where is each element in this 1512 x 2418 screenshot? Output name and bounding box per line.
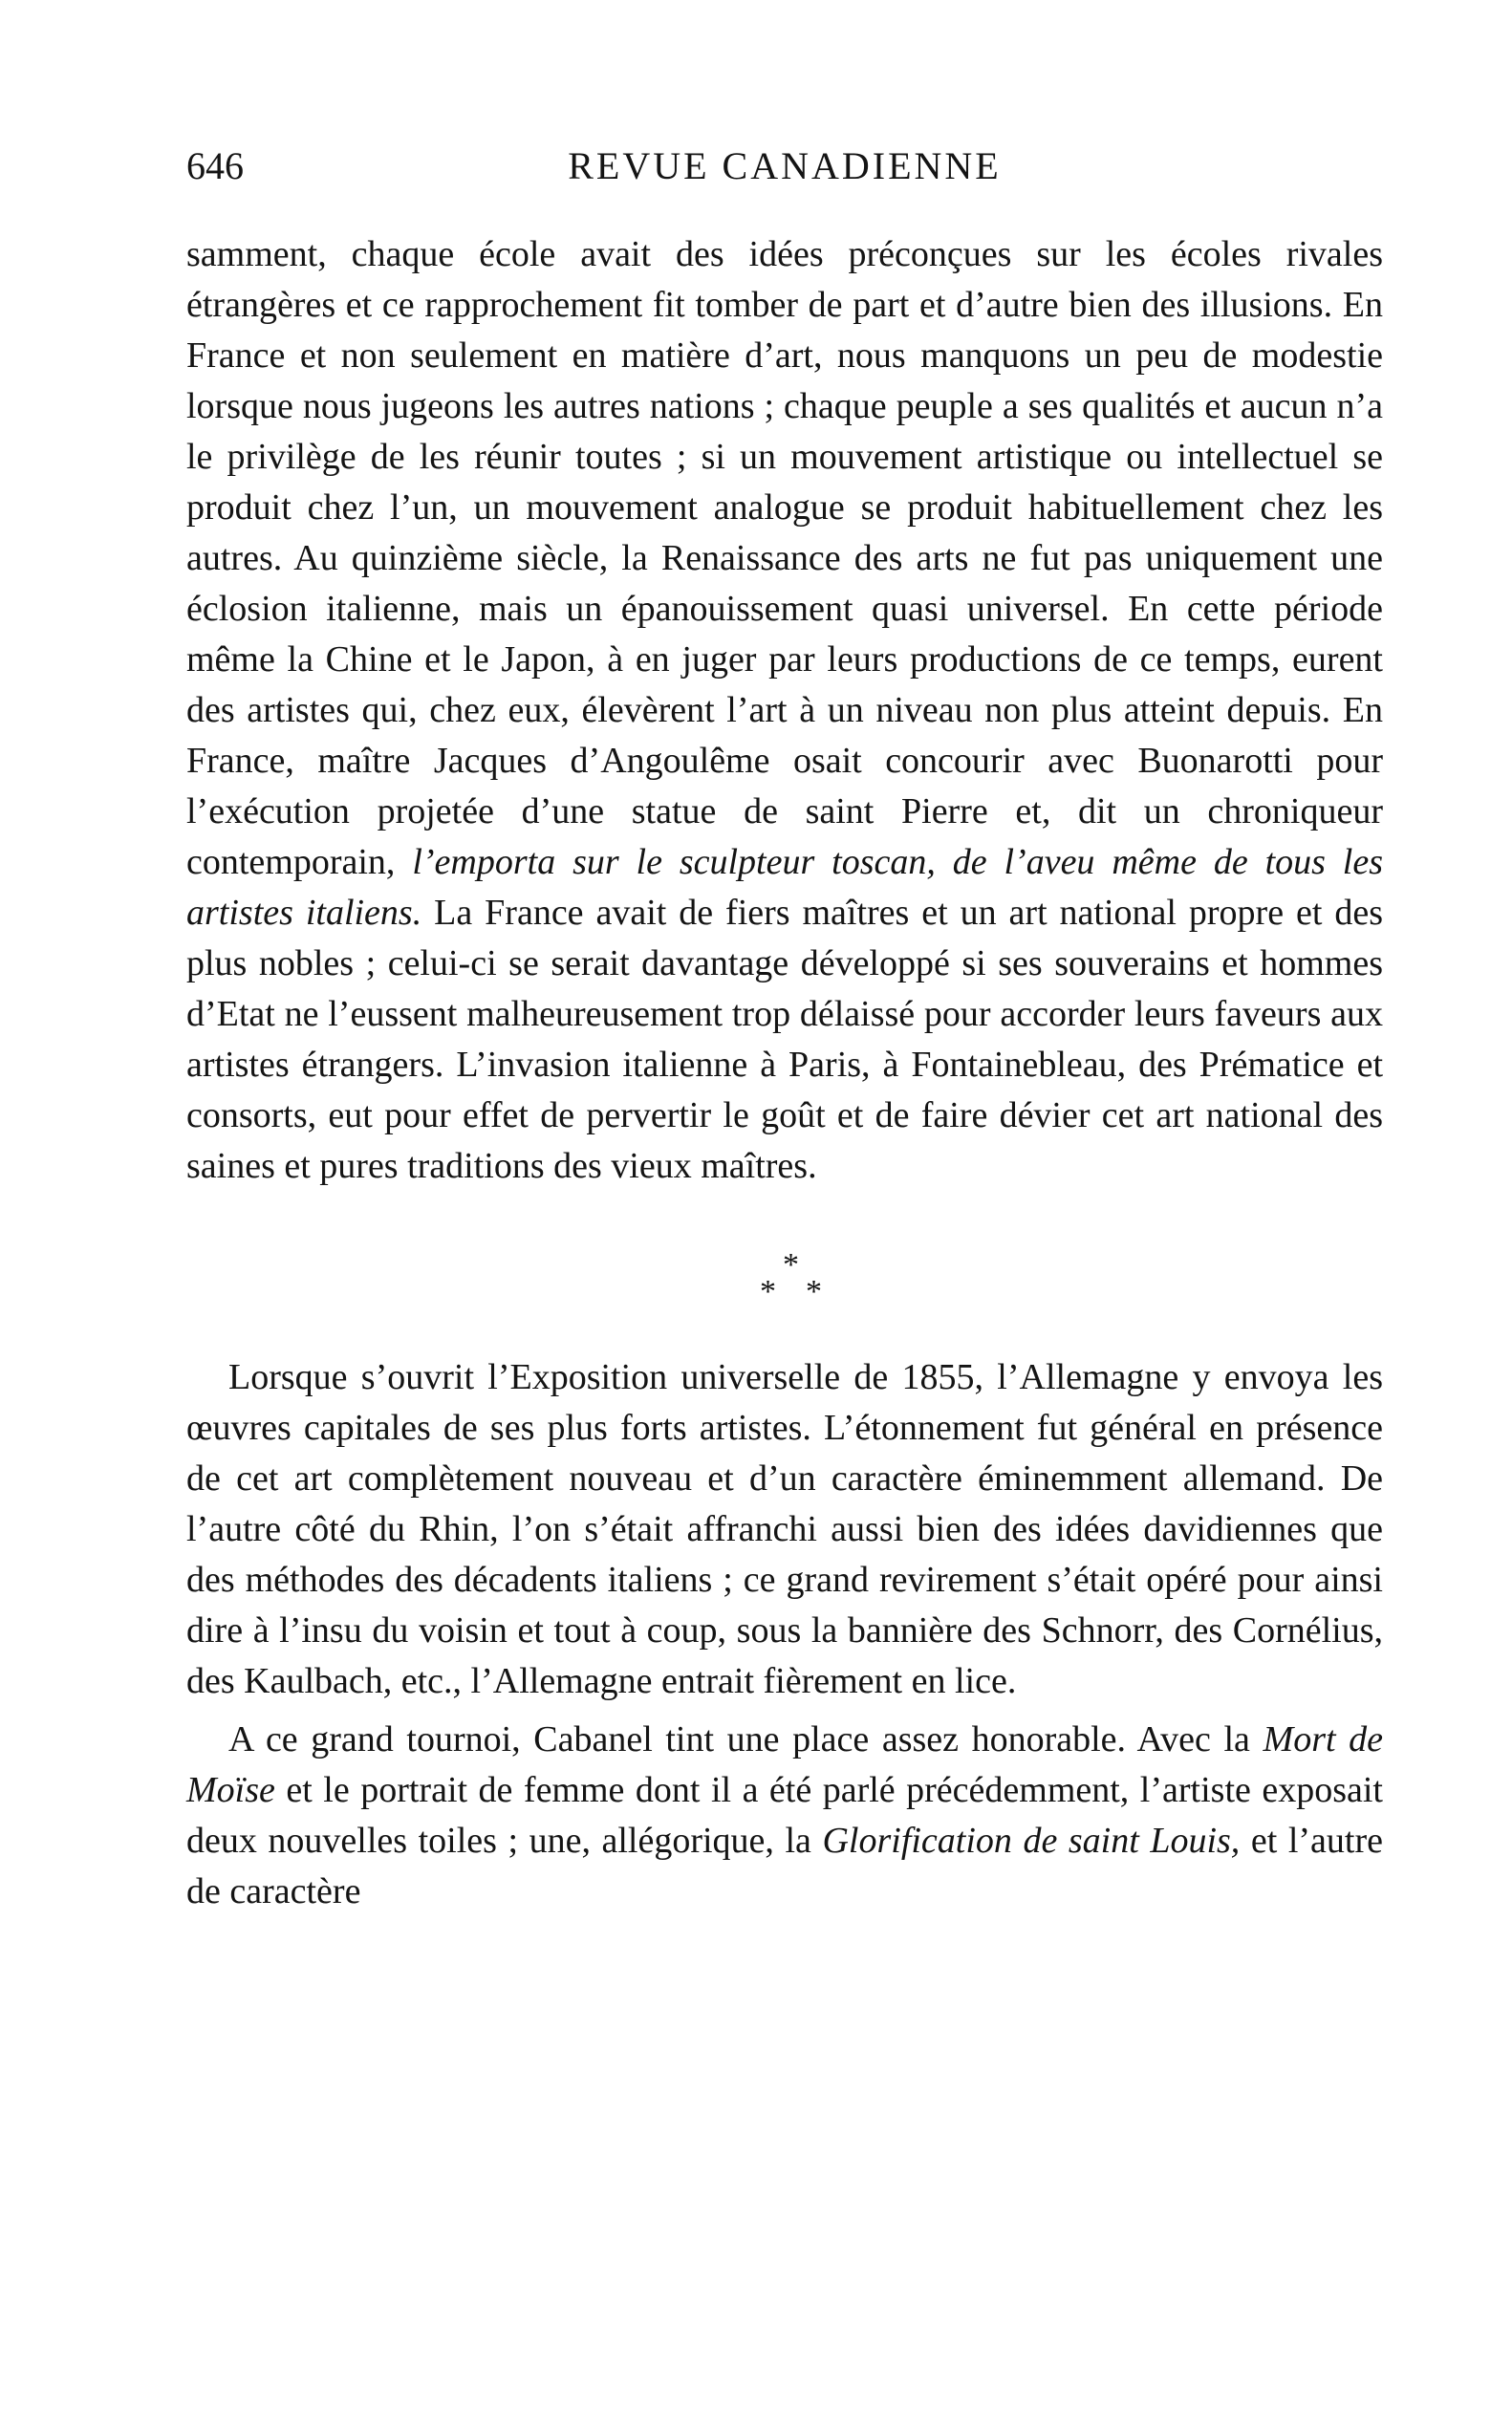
page-header bbox=[186, 143, 1383, 201]
page-number: 646 bbox=[186, 144, 244, 187]
section-separator bbox=[186, 1230, 1383, 1345]
separator-star-right: * bbox=[806, 1274, 822, 1309]
document-page bbox=[186, 143, 1383, 1917]
paragraph-2 bbox=[186, 1352, 1383, 1707]
paragraph-3-text-c: et l’autre de caractère bbox=[186, 1821, 1384, 1911]
paragraph-3-italic-title-1: Mort de Moïse bbox=[186, 1719, 1384, 1810]
paragraph-1 bbox=[186, 229, 1383, 1192]
paragraph-3-italic-title-2: Glorification de saint Louis, bbox=[822, 1821, 1241, 1861]
paragraph-3-text-b: et le portrait de femme dont il a été parlé précédemment, l’artiste exposait deux nouvelles toiles ; une, allégorique, la bbox=[186, 1770, 1383, 1861]
paragraph-1-italic-quote: l’emporta sur le sculpteur toscan, de l’aveu même de tous les artistes italiens. bbox=[186, 842, 1384, 933]
separator-star-top: * bbox=[783, 1247, 799, 1283]
separator-star-left: * bbox=[760, 1274, 776, 1309]
paragraph-3 bbox=[186, 1715, 1383, 1917]
paragraph-1-text-a: samment, chaque école avait des idées préconçues sur les écoles rivales étrangères et ce rapprochement fit tomber de part et d’autre bien des illusions. En France et non seulement en matière d’art, nous manquons un peu de modestie lorsque nous jugeons les autres nations ; chaque peuple a ses qualités et aucun n’a le privilège de les réunir toutes ; si un mouvement artistique ou intellectuel se produit chez l’un, un mouvement analogue se produit habituellement chez les autres. Au quinzième siècle, la Renaissance des arts ne fut pas uniquement une éclosion italienne, mais un épanouissement quasi universel. En cette période même la Chine et le Japon, à en juger par leurs productions de ce temps, eurent des artistes qui, chez eux, élevèrent l’art à un niveau non plus atteint depuis. En France, maître Jacques d’Angoulême osait concourir avec Buonarotti pour l’exécution projetée d’une statue de saint Pierre et, dit un chroniqueur contemporain, bbox=[186, 234, 1383, 882]
paragraph-3-text-a: A ce grand tournoi, Cabanel tint une place assez honorable. Avec la bbox=[228, 1719, 1250, 1760]
running-head: REVUE CANADIENNE bbox=[568, 144, 1002, 187]
paragraph-1-text-b: La France avait de fiers maîtres et un art national propre et des plus nobles ; celui-ci se serait davantage développé si ses souverains et hommes d’Etat ne l’eussent malheureusement trop délaissé pour accorder leurs faveurs aux artistes étrangers. L’invasion italienne à Paris, à Fontainebleau, des Prématice et consorts, eut pour effet de pervertir le goût et de faire dévier cet art national des saines et pures traditions des vieux maîtres. bbox=[186, 893, 1383, 1186]
paragraph-2-text: Lorsque s’ouvrit l’Exposition universelle de 1855, l’Allemagne y envoya les œuvres capitales de ses plus forts artistes. L’étonnement fut général en présence de cet art complètement nouveau et d’un caractère éminemment allemand. De l’autre côté du Rhin, l’on s’était affranchi aussi bien des idées davidiennes que des méthodes des décadents italiens ; ce grand revirement s’était opéré pour ainsi dire à l’insu du voisin et tout à coup, sous la bannière des Schnorr, des Cornélius, des Kaulbach, etc., l’Allemagne entrait fièrement en lice. bbox=[186, 1357, 1383, 1701]
